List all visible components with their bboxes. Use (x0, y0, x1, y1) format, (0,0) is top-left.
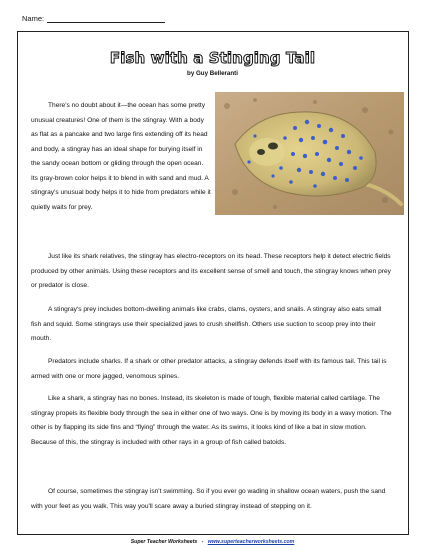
paragraph-3: A stingray's prey includes bottom-dwelling animals like crabs, clams, oysters, and snails. A stingray also eats small fish and squid. Some stingrays use their specialized jaws to crush shellfish. Others use suction to scoop prey into their mouth. (31, 306, 382, 342)
paragraph-2: Just like its shark relatives, the stingray has electro-receptors on its head. These receptors help it detect electric fields produced by other animals. Using these receptors and its excellent sense of smell and touch, the stingray knows when prey or predator is close. (31, 253, 391, 289)
paragraph-6: Of course, sometimes the stingray isn't swimming. So if you ever go wading in shallow ocean waters, push the sand with your feet as you walk. This way you'll scare away a buried stingray instead of stepping on it. (31, 488, 386, 510)
article-byline: by Guy Belleranti (187, 70, 238, 77)
paragraph-5: Like a shark, a stingray has no bones. Instead, its skeleton is made of tough, flexible material called cartilage. The stingray propels its flexible body through the sea in either one of two ways. One is by moving its body in a wavy motion. The other is by flapping its side fins and “flying” through the water. As its swims, it looks kind of like a bat in slow motion. Because of this, the stingray is included with other rays in a group of fish called batoids. (31, 395, 392, 446)
name-label: Name: (22, 14, 45, 23)
article-title: Fish with a Stinging Tail (109, 49, 316, 67)
name-line (22, 14, 165, 23)
paragraph-4: Predators include sharks. If a shark or other predator attacks, a stingray defends itself with its famous tail. This tail is armed with one or more jagged, venomous spines. (31, 358, 387, 380)
name-blank[interactable] (47, 16, 165, 23)
footer-separator: - (201, 539, 204, 545)
footer-site-link[interactable]: www.superteacherworksheets.com (207, 539, 295, 545)
paragraph-1: There's no doubt about it—the ocean has some pretty unusual creatures! One of them is the stingray. With a body as flat as a pancake and two large fins extending off its head and body, a stingray has an ideal shape for burying itself in the sandy ocean bottom or gliding through the open ocean. Its gray-brown color helps it to blend in with sand and mud. A stingray's unusual body helps it to hide from predators while it quietly waits for prey. (31, 102, 211, 211)
stingray-photo (215, 92, 404, 215)
footer (0, 539, 425, 545)
footer-publisher: Super Teacher Worksheets (130, 539, 198, 545)
